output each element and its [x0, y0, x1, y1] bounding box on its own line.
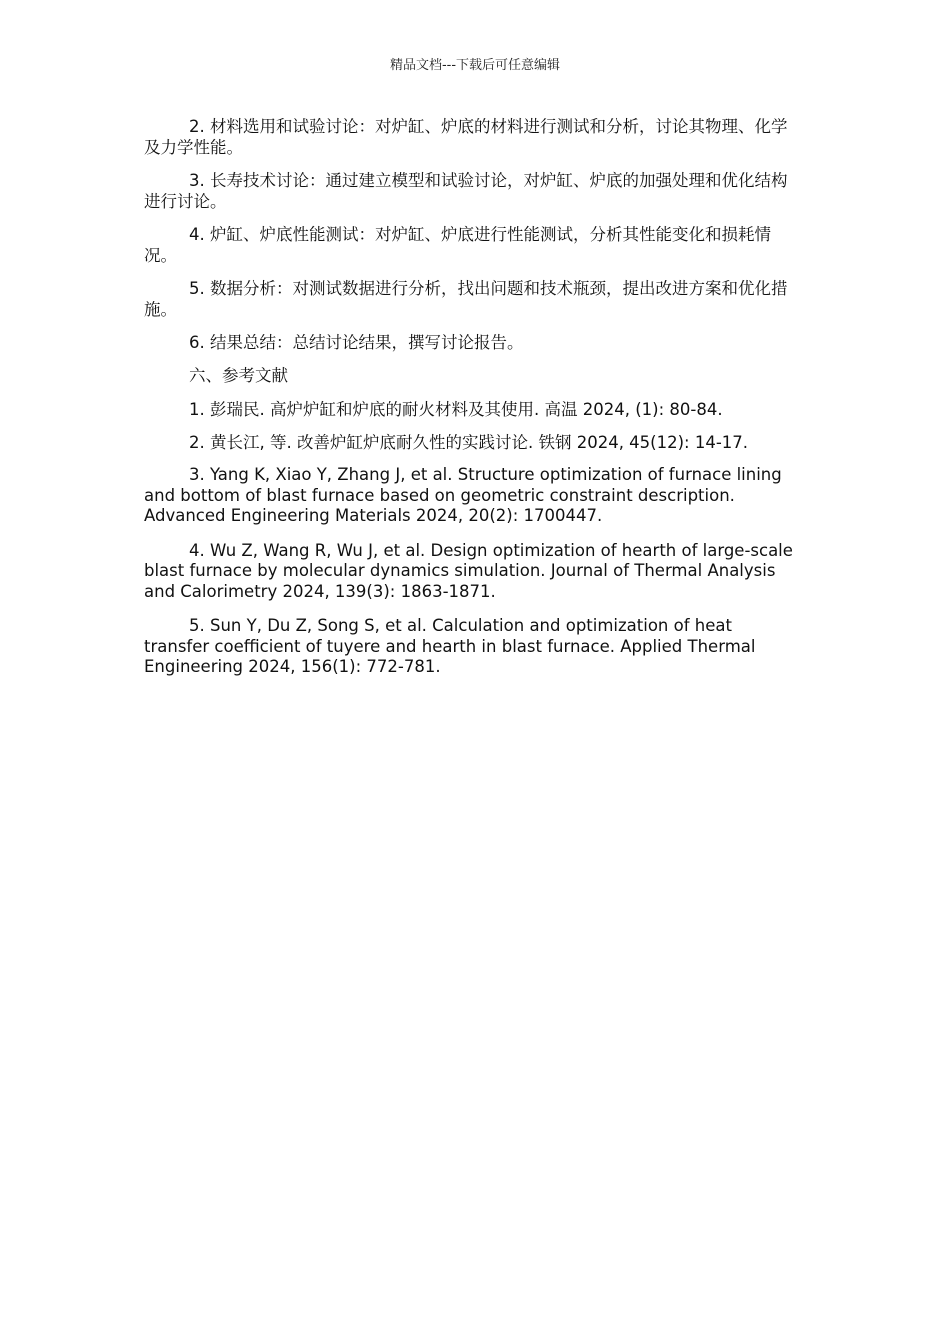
- reference-item: 2. 黄长江, 等. 改善炉缸炉底耐久性的实践讨论. 铁钢 2024, 45(12): 14-17.: [189, 433, 749, 452]
- list-item: 5. 数据分析：对测试数据进行分析，找出问题和技术瓶颈，提出改进方案和优化措施。: [144, 279, 788, 319]
- reference-item: 4. Wu Z, Wang R, Wu J, et al. Design optimization of hearth of large-scale blast furnace by molecular dynamics simulation. Journal of Thermal Analysis and Calorimetry 2024, 139(3): 1863-1871.: [144, 540, 793, 601]
- references-heading: 六、参考文献: [189, 366, 288, 385]
- list-item: 2. 材料选用和试验讨论：对炉缸、炉底的材料进行测试和分析，讨论其物理、化学及力学性能。: [144, 117, 788, 157]
- page-header: 精品文档---下载后可任意编辑: [389, 58, 561, 73]
- reference-item: 1. 彭瑞民. 高炉炉缸和炉底的耐火材料及其使用. 高温 2024, (1): 80-84.: [189, 400, 723, 419]
- list-item: 3. 长寿技术讨论：通过建立模型和试验讨论，对炉缸、炉底的加强处理和优化结构进行讨论。: [144, 171, 788, 211]
- reference-item: 5. Sun Y, Du Z, Song S, et al. Calculation and optimization of heat transfer coefficient of tuyere and hearth in blast furnace. Applied Thermal Engineering 2024, 156(1): 772-781.: [144, 616, 756, 676]
- list-item: 4. 炉缸、炉底性能测试：对炉缸、炉底进行性能测试，分析其性能变化和损耗情况。: [144, 225, 771, 265]
- list-item: 6. 结果总结：总结讨论结果，撰写讨论报告。: [189, 333, 524, 352]
- document-body: [144, 116, 796, 692]
- reference-item: 3. Yang K, Xiao Y, Zhang J, et al. Structure optimization of furnace lining and bottom of blast furnace based on geometric constraint description. Advanced Engineering Materials 2024, 20(2): 1700447.: [144, 465, 782, 525]
